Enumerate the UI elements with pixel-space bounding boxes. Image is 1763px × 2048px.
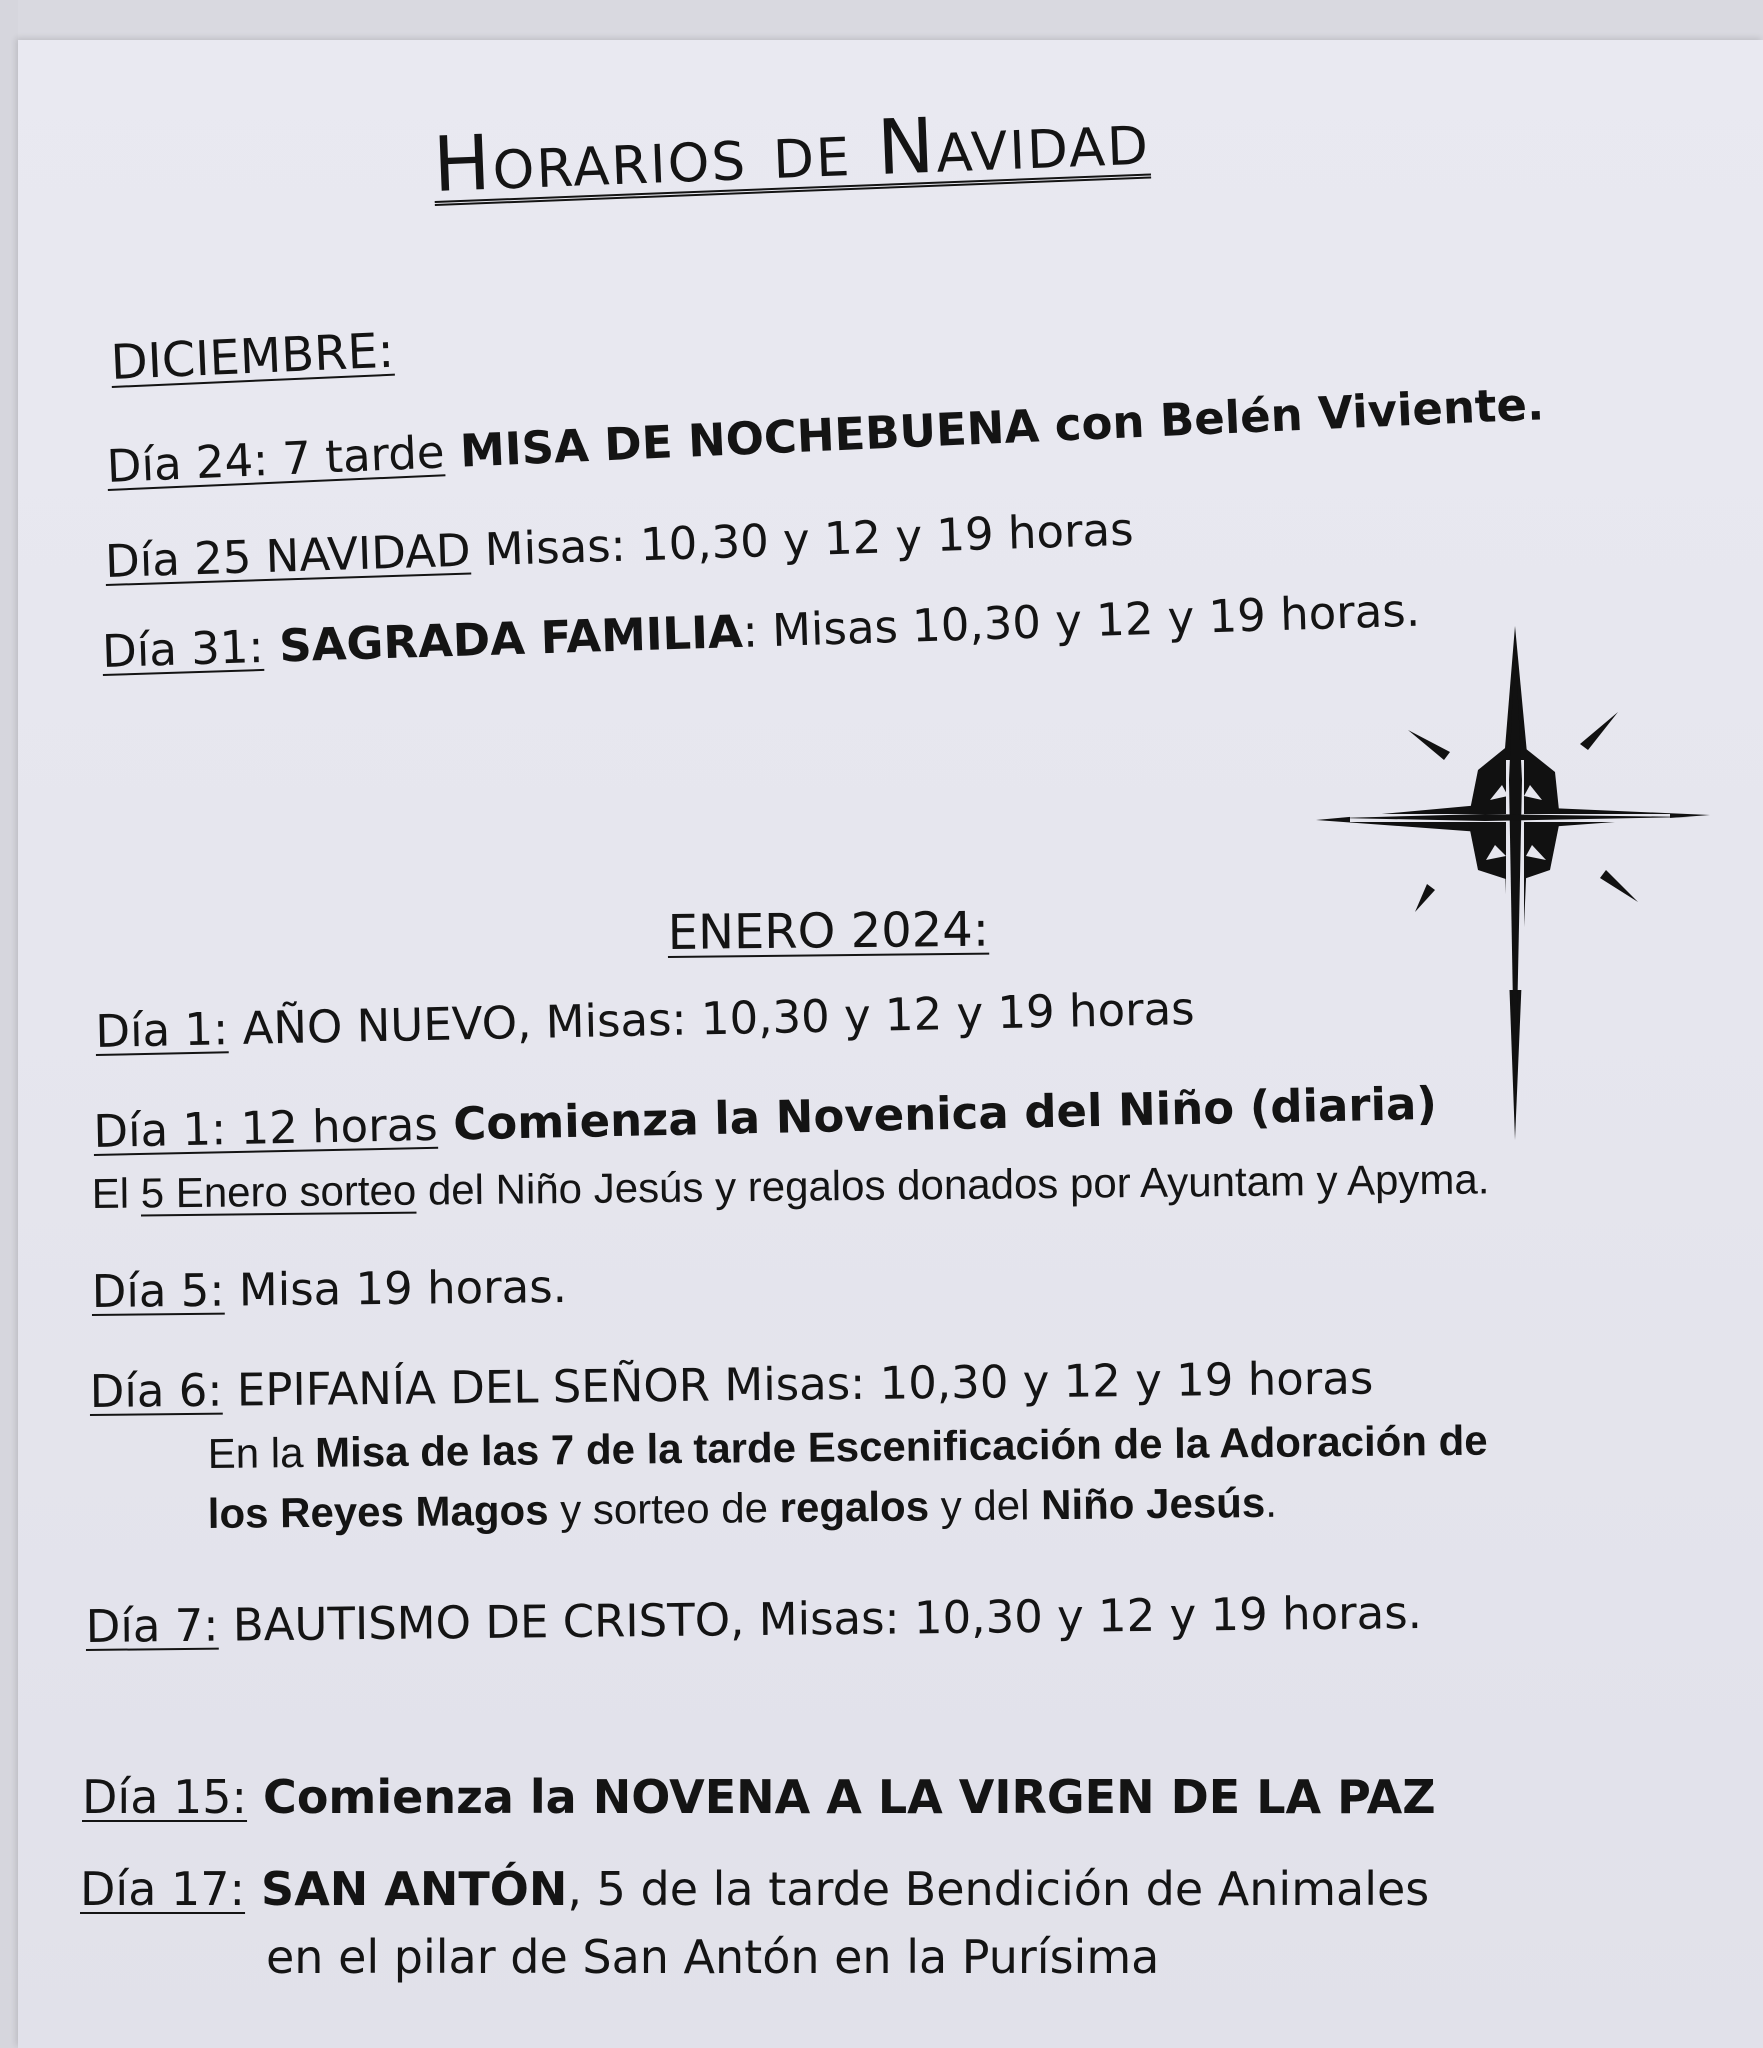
day-label: Día 7: [85,1598,219,1653]
detail-strong: Misa de las 7 de la tarde Escenificación de la Adoración de [314,1416,1488,1476]
event-text: , Misas: 10,30 y 12 y 19 horas. [729,1586,1423,1647]
event-text: Misas: 10,30 y 12 y 19 horas [469,502,1135,577]
detail-text: . [1264,1478,1278,1526]
sorteo-date: 5 Enero sorteo [140,1166,417,1217]
line-enero-dia-17 [80,1862,1429,1916]
day-label: Día 31: [101,619,265,678]
day-label: Día 1: [94,1002,229,1058]
event-text: MISA DE NOCHEBUENA con Belén Viviente. [443,377,1546,479]
day-label: Día 24: 7 tarde [105,425,446,493]
day-label: Día 5: [91,1263,225,1318]
event-name: SAN ANTÓN [245,1862,568,1916]
event-name: BAUTISMO DE CRISTO [218,1593,731,1652]
event-name: EPIFANÍA DEL SEÑOR [222,1358,711,1417]
line-enero-dia-15 [82,1770,1436,1824]
event-text: Misas: 10,30 y 12 y 19 horas [530,981,1196,1049]
event-text: Comienza la NOVENA A LA VIRGEN DE LA PAZ [247,1770,1436,1824]
event-name: SAGRADA FAMILIA [262,604,744,673]
section-heading-diciembre: DICIEMBRE: [109,322,396,391]
day-label: Día 6: [89,1363,223,1418]
star-of-bethlehem-icon [1310,620,1710,1140]
event-text: Comienza la Novenica del Niño (diaria) [437,1076,1438,1151]
background-top [0,0,1763,40]
day-label: Día 15: [82,1770,248,1824]
line-dia-17-detail: en el pilar de San Antón en la Purísima [266,1930,1160,1984]
event-text: : Misas 10,30 y 12 y 19 horas. [741,583,1421,658]
sorteo-prefix: El [91,1169,142,1217]
day-label: Día 1: 12 horas [92,1097,439,1158]
event-text: , 5 de la tarde Bendición de Animales [567,1862,1430,1916]
detail-text: y del [928,1481,1042,1530]
page-title: Horarios de Navidad [431,92,1152,209]
detail-strong: los Reyes Magos [207,1486,549,1537]
background-left [0,0,18,2048]
sorteo-text: del Niño Jesús y regalos donados por Ayuntam y Apyma. [416,1155,1490,1214]
detail-strong: Niño Jesús [1040,1478,1266,1529]
detail-strong: regalos [779,1482,930,1532]
line-enero-dia-5 [91,1260,567,1318]
detail-text: En la [207,1428,316,1477]
day-label: Día 25 NAVIDAD [104,523,472,588]
event-text: Misas: 10,30 y 12 y 19 horas [709,1351,1374,1412]
day-label: Día 17: [80,1862,246,1916]
event-text: Misa 19 horas. [224,1260,568,1317]
detail-text: y sorteo de [548,1484,780,1534]
section-heading-enero: ENERO 2024: [667,901,990,961]
event-name: AÑO NUEVO, [227,995,532,1056]
